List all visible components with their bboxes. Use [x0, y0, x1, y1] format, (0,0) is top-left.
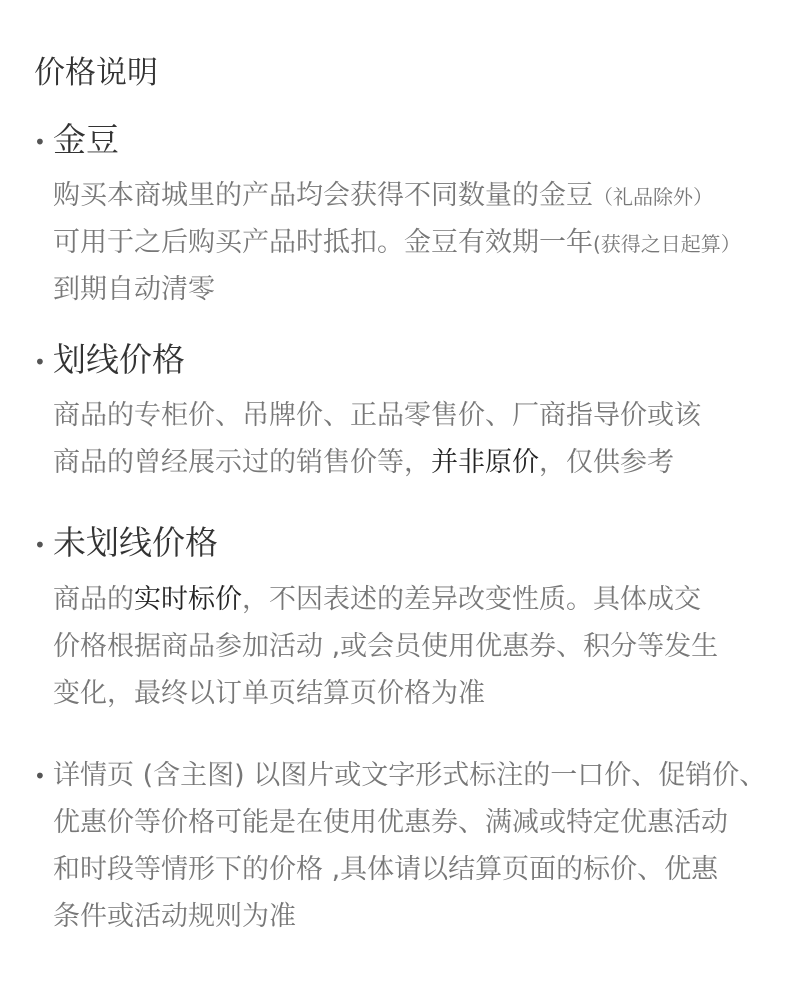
bullet-icon: •: [34, 129, 46, 154]
section-text-strikethrough-price: [53, 392, 800, 486]
section-text-detail-page: [34, 752, 766, 940]
text-line: 商品的专柜价、吊牌价、正品零售价、厂商指导价或该: [53, 400, 701, 431]
bullet-icon: •: [34, 764, 46, 788]
text-line: 条件或活动规则为准: [53, 901, 296, 932]
text-line: 价格根据商品参加活动 ,或会员使用优惠券、积分等发生: [53, 631, 719, 662]
bullet-icon: •: [34, 532, 46, 557]
page-title: 价格说明: [34, 55, 158, 91]
section-heading-strikethrough-price: • 划线价格: [34, 338, 185, 384]
section-heading-non-strikethrough-price: • 未划线价格: [34, 521, 218, 567]
emphasis-text: 实时标价: [134, 584, 242, 615]
section-heading-gold-beans: • 金豆: [34, 118, 119, 164]
section-text-gold-beans: [53, 172, 800, 313]
text-line: 变化，最终以订单页结算页价格为准: [53, 678, 485, 709]
text-line: 可用于之后购买产品时抵扣。金豆有效期一年(获得之日起算）: [53, 227, 741, 258]
section-text-non-strikethrough-price: [53, 576, 800, 717]
emphasis-text: 并非原价: [431, 447, 539, 478]
text-line: 到期自动清零: [53, 274, 215, 305]
text-line: 购买本商城里的产品均会获得不同数量的金豆（礼品除外）: [53, 180, 713, 211]
text-line: 商品的曾经展示过的销售价等，并非原价，仅供参考: [53, 447, 674, 478]
bullet-icon: •: [34, 349, 46, 374]
text-line: • 详情页 (含主图) 以图片或文字形式标注的一口价、促销价、: [34, 752, 766, 799]
text-line: 优惠价等价格可能是在使用优惠券、满减或特定优惠活动: [53, 807, 728, 838]
text-line: 和时段等情形下的价格 ,具体请以结算页面的标价、优惠: [53, 854, 719, 885]
text-line: 商品的实时标价，不因表述的差异改变性质。具体成交: [53, 584, 701, 615]
